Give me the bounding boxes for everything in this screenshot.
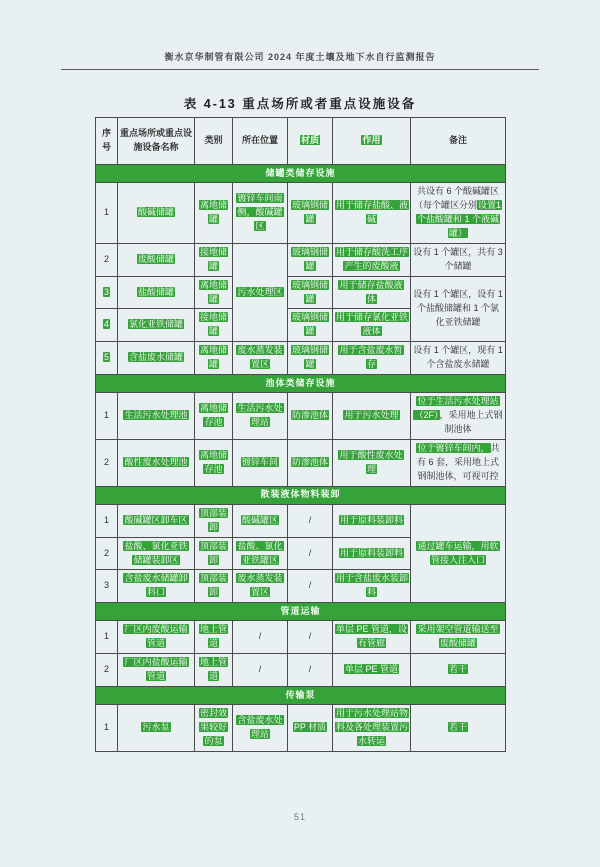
serial-cell xyxy=(96,621,118,654)
serial-cell xyxy=(96,342,118,375)
column-header-cell xyxy=(233,118,288,165)
page-number: 51 xyxy=(293,812,306,822)
page-header-text: 衡水京华制管有限公司 2024 年度土壤及地下水自行监测报告 xyxy=(164,52,436,62)
highlight-chip: 镀锌车间 xyxy=(241,456,278,467)
cell-text: / xyxy=(308,631,312,642)
table-cell xyxy=(233,439,288,486)
highlight-chip: 用于酸性废水处理 xyxy=(339,449,403,474)
cell-text: 2 xyxy=(103,664,109,675)
section-title: 传输泵 xyxy=(96,687,506,705)
section-header-row xyxy=(96,375,506,393)
table-cell xyxy=(288,537,333,570)
highlight-chip: 玻璃钢储罐 xyxy=(291,246,328,271)
table-cell xyxy=(195,439,233,486)
table-row xyxy=(96,621,506,654)
highlight-chip: 酸性废水处理池 xyxy=(124,456,188,467)
highlight-chip: 采用架空管道输送至废酸储罐 xyxy=(417,624,499,649)
table-cell xyxy=(411,182,506,243)
cell-text: 序号 xyxy=(101,128,111,152)
cell-text: / xyxy=(308,514,312,525)
table-cell xyxy=(195,570,233,603)
cell-text: 2 xyxy=(103,456,109,467)
table-cell xyxy=(118,243,195,276)
table-cell xyxy=(118,276,195,309)
column-header-cell xyxy=(195,118,233,165)
highlight-chip: 地上管道 xyxy=(199,624,227,649)
highlight-chip: 废水蒸发装置区 xyxy=(237,573,283,598)
table-cell xyxy=(411,342,506,375)
table-row xyxy=(96,654,506,687)
highlight-chip: 污水泵 xyxy=(142,721,170,732)
table-row xyxy=(96,182,506,243)
highlight-chip: 酸碱罐区卸车区 xyxy=(124,514,188,525)
highlight-chip: 用于含盐废水装卸料 xyxy=(336,573,409,598)
table-cell xyxy=(195,621,233,654)
column-header-cell xyxy=(333,118,411,165)
serial-cell xyxy=(96,570,118,603)
highlight-chip: 玻璃钢储罐 xyxy=(291,345,328,370)
cell-text: 1 xyxy=(103,514,109,525)
table-cell xyxy=(233,243,288,342)
highlight-chip: 用于污水处理 xyxy=(344,410,399,421)
highlight-chip: 若干 xyxy=(448,721,467,732)
highlight-chip: 镀锌车间南侧，酸碱罐区 xyxy=(237,192,283,231)
table-cell xyxy=(233,621,288,654)
table-cell xyxy=(411,393,506,440)
table-cell xyxy=(233,182,288,243)
highlight-chip: 用于原料装卸料 xyxy=(339,547,403,558)
highlight-chip: 用于污水处理站物料及各处理装置污水转运 xyxy=(336,707,409,746)
table-cell xyxy=(333,342,411,375)
header-divider xyxy=(61,69,539,70)
table-cell xyxy=(195,704,233,751)
column-header-cell xyxy=(96,118,118,165)
serial-cell xyxy=(96,243,118,276)
highlight-chip: 玻璃钢储罐 xyxy=(291,279,328,304)
table-cell xyxy=(288,276,333,309)
table-row xyxy=(96,393,506,440)
cell-text: 3 xyxy=(103,580,109,591)
highlight-chip: 作用 xyxy=(362,135,381,146)
highlight-chip: 玻璃钢储罐 xyxy=(291,312,328,337)
table-cell xyxy=(195,393,233,440)
section-title: 管道运输 xyxy=(96,603,506,621)
table-cell xyxy=(333,309,411,342)
highlight-chip: 废酸储罐 xyxy=(137,253,174,264)
cell-text: 1 xyxy=(103,631,109,642)
table-cell xyxy=(288,393,333,440)
highlight-chip: 酸碱罐区 xyxy=(241,514,278,525)
highlight-chip: 位于镀锌车间内， xyxy=(417,442,490,453)
table-row xyxy=(96,342,506,375)
serial-cell xyxy=(96,309,118,342)
table-cell xyxy=(195,537,233,570)
table-cell xyxy=(233,654,288,687)
table-cell xyxy=(233,342,288,375)
table-cell xyxy=(233,570,288,603)
cell-text: 所在位置 xyxy=(241,135,278,146)
highlight-chip: 3 xyxy=(103,286,109,297)
table-cell xyxy=(333,621,411,654)
table-row xyxy=(96,504,506,537)
highlight-chip: 用于储存盐酸液体 xyxy=(339,279,403,304)
table-cell xyxy=(118,654,195,687)
column-header-cell xyxy=(288,118,333,165)
table-cell xyxy=(333,654,411,687)
highlight-chip: 若干 xyxy=(448,664,467,675)
section-header-row xyxy=(96,687,506,705)
table-cell xyxy=(118,621,195,654)
section-header-row xyxy=(96,603,506,621)
cell-text: 设有 1 个罐区，设有 1 个盐酸储罐和 1 个氯化亚铁储罐 xyxy=(413,289,503,327)
table-caption: 表 4-13 重点场所或者重点设施设备 xyxy=(183,97,417,111)
highlight-chip: 离地储存池 xyxy=(199,403,227,428)
highlight-chip: 地上管道 xyxy=(199,657,227,682)
table-cell xyxy=(233,393,288,440)
table-cell xyxy=(118,439,195,486)
highlight-chip: 厂区内盐酸运输管道 xyxy=(124,657,188,682)
table-cell xyxy=(288,704,333,751)
section-title: 储罐类储存设施 xyxy=(96,165,506,183)
highlight-chip: PP 材质 xyxy=(293,721,327,732)
table-cell xyxy=(233,537,288,570)
table-cell xyxy=(333,704,411,751)
cell-text: 1 xyxy=(103,410,109,421)
highlight-chip: 单层 PE 管道，设有管廊 xyxy=(336,624,408,649)
highlight-chip: 材质 xyxy=(300,135,319,146)
highlight-chip: 离地储罐 xyxy=(199,345,227,370)
serial-cell xyxy=(96,504,118,537)
highlight-chip: 含盐废水储罐 xyxy=(128,352,183,363)
highlight-chip: 离地储存池 xyxy=(199,449,227,474)
table-cell xyxy=(411,243,506,276)
highlight-chip: 生活污水处理池 xyxy=(124,410,188,421)
table-cell xyxy=(288,182,333,243)
table-cell xyxy=(288,654,333,687)
cell-text: 设有 1 个罐区，共有 3 个储罐 xyxy=(413,246,503,271)
table-cell xyxy=(118,570,195,603)
cell-text: / xyxy=(308,580,312,591)
cell-text: / xyxy=(308,547,312,558)
highlight-chip: 接地储罐 xyxy=(199,246,227,271)
table-row xyxy=(96,439,506,486)
cell-text: 备注 xyxy=(448,135,467,146)
highlight-chip: 盐酸、氯化亚铁储罐装卸区 xyxy=(124,540,188,565)
cell-text: / xyxy=(258,631,262,642)
cell-text: / xyxy=(308,664,312,675)
cell-text: 2 xyxy=(103,547,109,558)
cell-text: 共设有 6 个酸碱罐区（每个罐区分别 xyxy=(413,185,499,210)
highlight-chip: 通过罐车运输，用软管接入注入口 xyxy=(417,540,499,565)
highlight-chip: 单层 PE 管道 xyxy=(344,664,398,675)
table-cell xyxy=(333,439,411,486)
table-cell xyxy=(195,504,233,537)
highlight-chip: 盐酸储罐 xyxy=(137,286,174,297)
cell-text: / xyxy=(258,664,262,675)
highlight-chip: 5 xyxy=(103,352,109,363)
table-cell xyxy=(411,439,506,486)
section-title: 散装液体物料装卸 xyxy=(96,486,506,504)
highlight-chip: 顶部装卸 xyxy=(199,573,227,598)
serial-cell xyxy=(96,704,118,751)
serial-cell xyxy=(96,393,118,440)
table-cell xyxy=(195,276,233,309)
table-cell xyxy=(118,342,195,375)
cell-text: 1 xyxy=(103,206,109,217)
table-cell xyxy=(288,504,333,537)
table-cell xyxy=(411,621,506,654)
table-cell xyxy=(333,393,411,440)
highlight-chip: 用于含盐废水暂存 xyxy=(339,345,403,370)
table-cell xyxy=(333,537,411,570)
highlight-chip: 用于储存氯化亚铁液体 xyxy=(336,312,409,337)
highlight-chip: 设置1 个盐酸罐和 1 个液碱罐） xyxy=(416,199,502,238)
highlight-chip: 含盐废水处理站 xyxy=(237,714,283,739)
cell-text: 类别 xyxy=(204,135,223,146)
table-cell xyxy=(411,704,506,751)
table-cell xyxy=(288,570,333,603)
table-cell xyxy=(195,182,233,243)
table-cell xyxy=(288,309,333,342)
table-cell xyxy=(411,654,506,687)
highlight-chip: 离地储罐 xyxy=(199,199,227,224)
highlight-chip: 含盐废水储罐卸料口 xyxy=(124,573,188,598)
serial-cell xyxy=(96,182,118,243)
table-cell xyxy=(233,704,288,751)
highlight-chip: 离地储罐 xyxy=(199,279,227,304)
table-cell xyxy=(195,309,233,342)
table-cell xyxy=(118,704,195,751)
highlight-chip: 污水处理区 xyxy=(237,286,283,297)
table-cell xyxy=(195,243,233,276)
highlight-chip: 盐酸、氯化亚铁罐区 xyxy=(237,540,283,565)
table-cell xyxy=(333,182,411,243)
highlight-chip: 顶部装卸 xyxy=(199,507,227,532)
highlight-chip: 酸碱储罐 xyxy=(137,206,174,217)
table-cell xyxy=(288,621,333,654)
table-cell xyxy=(333,243,411,276)
cell-text: 共有 6 套，采用地上式钢制池体，可视可控 xyxy=(416,442,500,481)
column-header-cell xyxy=(411,118,506,165)
serial-cell xyxy=(96,537,118,570)
section-title: 池体类储存设施 xyxy=(96,375,506,393)
serial-cell xyxy=(96,654,118,687)
table-cell xyxy=(118,309,195,342)
cell-text: 1 xyxy=(103,721,109,732)
highlight-chip: 用于原料装卸料 xyxy=(339,514,403,525)
table-cell xyxy=(118,393,195,440)
table-cell xyxy=(118,504,195,537)
table-cell xyxy=(333,570,411,603)
cell-text: 重点场所或重点设施设备名称 xyxy=(120,128,193,152)
column-header-cell xyxy=(118,118,195,165)
cell-text: ，采用地上式钢制池体 xyxy=(439,410,503,434)
table-cell xyxy=(118,182,195,243)
highlight-chip: 4 xyxy=(103,319,109,330)
section-header-row xyxy=(96,486,506,504)
highlight-chip: 顶部装卸 xyxy=(199,540,227,565)
table-cell xyxy=(118,537,195,570)
table-cell xyxy=(411,276,506,342)
table-cell xyxy=(195,654,233,687)
table-cell xyxy=(233,504,288,537)
facilities-table xyxy=(95,117,506,752)
table-body xyxy=(96,165,506,752)
highlight-chip: 用于储存酸洗工序产生的废酸液 xyxy=(336,246,409,271)
highlight-chip: 防渗池体 xyxy=(291,456,328,467)
highlight-chip: 防渗池体 xyxy=(291,410,328,421)
table-cell xyxy=(288,439,333,486)
table-row xyxy=(96,243,506,276)
highlight-chip: 用于储存盐酸、液碱 xyxy=(336,199,409,224)
serial-cell xyxy=(96,439,118,486)
highlight-chip: 废水蒸发装置区 xyxy=(237,345,283,370)
table-cell xyxy=(288,243,333,276)
highlight-chip: 厂区内废酸运输管道 xyxy=(124,624,188,649)
table-row xyxy=(96,704,506,751)
table-cell xyxy=(411,504,506,603)
table-row xyxy=(96,276,506,309)
table-header-row xyxy=(96,118,506,165)
table-cell xyxy=(333,276,411,309)
highlight-chip: 位于生活污水处理站（2F） xyxy=(414,396,499,421)
table-head xyxy=(96,118,506,165)
highlight-chip: 生活污水处理站 xyxy=(237,403,283,428)
section-header-row xyxy=(96,165,506,183)
highlight-chip: 接地储罐 xyxy=(199,312,227,337)
table-cell xyxy=(288,342,333,375)
serial-cell xyxy=(96,276,118,309)
highlight-chip: 密封效果较好的泵 xyxy=(199,707,227,746)
cell-text: 设有 1 个罐区，现有 1 个含盐废水储罐 xyxy=(413,345,503,370)
highlight-chip: 氯化亚铁储罐 xyxy=(128,319,183,330)
highlight-chip: 玻璃钢储罐 xyxy=(291,199,328,224)
table-cell xyxy=(333,504,411,537)
cell-text: 2 xyxy=(103,253,109,264)
table-cell xyxy=(195,342,233,375)
